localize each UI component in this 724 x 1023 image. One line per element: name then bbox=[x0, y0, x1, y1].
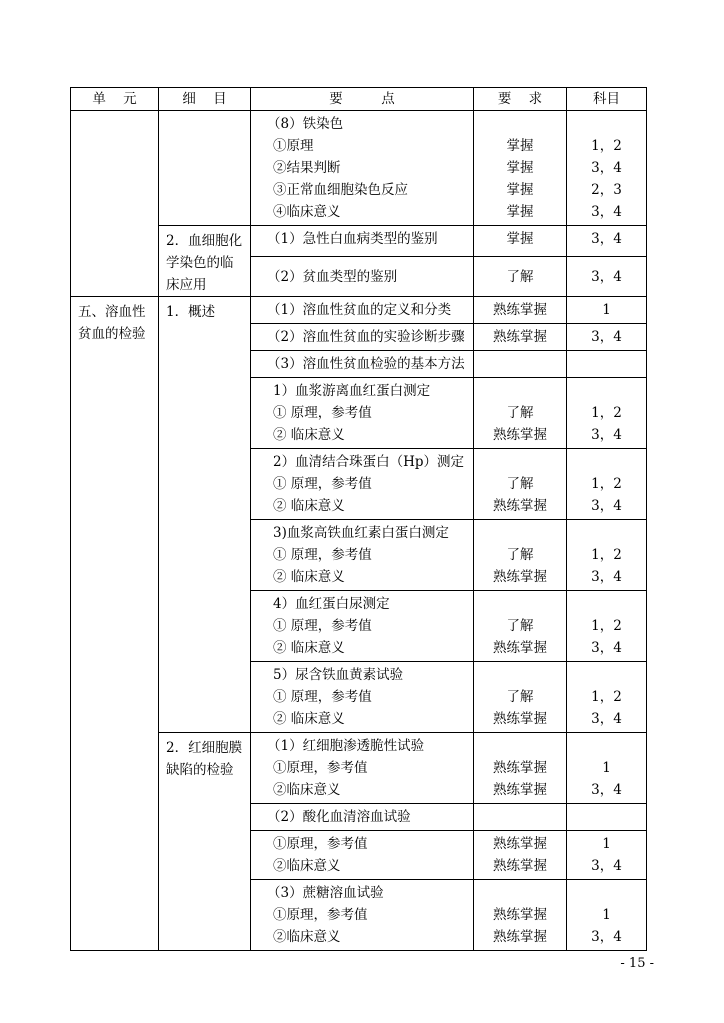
subject-cell: 3，4 bbox=[567, 226, 647, 257]
subject-cell: 1 3，4 bbox=[567, 733, 647, 804]
requirement-cell: 了解 bbox=[474, 257, 567, 297]
subject-cell: 1 3，4 bbox=[567, 831, 647, 880]
subject-cell: 1 bbox=[567, 297, 647, 324]
unit-cell-empty bbox=[71, 111, 159, 297]
requirement-cell: 熟练掌握 熟练掌握 bbox=[474, 831, 567, 880]
table-row bbox=[71, 297, 647, 324]
header-subject: 科目 bbox=[567, 88, 647, 111]
requirement-cell: 掌握 bbox=[474, 226, 567, 257]
points-cell: 3)血浆高铁血红素白蛋白测定 ① 原理，参考值 ② 临床意义 bbox=[251, 520, 474, 591]
requirement-cell: 了解 熟练掌握 bbox=[474, 520, 567, 591]
header-detail: 细 目 bbox=[159, 88, 251, 111]
requirement-cell: 掌握 掌握 掌握 掌握 bbox=[474, 111, 567, 226]
points-cell: （2）贫血类型的鉴别 bbox=[251, 257, 474, 297]
points-cell: （1）溶血性贫血的定义和分类 bbox=[251, 297, 474, 324]
detail-cell: 2．红细胞膜 缺陷的检验 bbox=[159, 733, 251, 951]
detail-cell: 1．概述 bbox=[159, 297, 251, 733]
points-cell: 4）血红蛋白尿测定 ① 原理，参考值 ② 临床意义 bbox=[251, 591, 474, 662]
header-requirement: 要 求 bbox=[474, 88, 567, 111]
subject-cell bbox=[567, 804, 647, 831]
subject-cell bbox=[567, 351, 647, 378]
points-cell: ①原理，参考值 ②临床意义 bbox=[251, 831, 474, 880]
points-cell: （1）急性白血病类型的鉴别 bbox=[251, 226, 474, 257]
points-cell: （1）红细胞渗透脆性试验 ①原理，参考值 ②临床意义 bbox=[251, 733, 474, 804]
header-points: 要 点 bbox=[251, 88, 474, 111]
requirement-cell: 熟练掌握 bbox=[474, 297, 567, 324]
subject-cell: 1，2 3，4 bbox=[567, 520, 647, 591]
requirement-cell: 了解 熟练掌握 bbox=[474, 591, 567, 662]
requirement-cell: 了解 熟练掌握 bbox=[474, 378, 567, 449]
subject-cell: 3，4 bbox=[567, 324, 647, 351]
subject-cell: 1 3，4 bbox=[567, 880, 647, 951]
table-row bbox=[71, 111, 647, 226]
detail-cell-empty bbox=[159, 111, 251, 226]
requirement-cell: 熟练掌握 熟练掌握 bbox=[474, 733, 567, 804]
subject-cell: 1，2 3，4 bbox=[567, 378, 647, 449]
requirement-cell: 了解 熟练掌握 bbox=[474, 449, 567, 520]
page-number: - 15 - bbox=[620, 956, 654, 971]
points-cell: （3）蔗糖溶血试验 ①原理，参考值 ②临床意义 bbox=[251, 880, 474, 951]
points-cell: （2）酸化血清溶血试验 bbox=[251, 804, 474, 831]
subject-cell: 1，2 3，4 bbox=[567, 449, 647, 520]
unit-cell: 五、溶血性 贫血的检验 bbox=[71, 297, 159, 951]
subject-cell: 3，4 bbox=[567, 257, 647, 297]
header-row bbox=[71, 88, 647, 111]
requirement-cell bbox=[474, 351, 567, 378]
points-cell: 2）血清结合珠蛋白（Hp）测定 ① 原理，参考值 ② 临床意义 bbox=[251, 449, 474, 520]
header-unit: 单 元 bbox=[71, 88, 159, 111]
requirement-cell: 熟练掌握 熟练掌握 bbox=[474, 880, 567, 951]
points-cell: 5）尿含铁血黄素试验 ① 原理，参考值 ② 临床意义 bbox=[251, 662, 474, 733]
requirement-cell: 了解 熟练掌握 bbox=[474, 662, 567, 733]
points-cell: （2）溶血性贫血的实验诊断步骤 bbox=[251, 324, 474, 351]
syllabus-table bbox=[70, 87, 647, 951]
subject-cell: 1，2 3，4 2，3 3，4 bbox=[567, 111, 647, 226]
detail-cell: 2．血细胞化 学染色的临 床应用 bbox=[159, 226, 251, 297]
requirement-cell: 熟练掌握 bbox=[474, 324, 567, 351]
points-cell: 1）血浆游离血红蛋白测定 ① 原理，参考值 ② 临床意义 bbox=[251, 378, 474, 449]
subject-cell: 1，2 3，4 bbox=[567, 662, 647, 733]
subject-cell: 1，2 3，4 bbox=[567, 591, 647, 662]
points-cell: （3）溶血性贫血检验的基本方法 bbox=[251, 351, 474, 378]
requirement-cell bbox=[474, 804, 567, 831]
points-cell: （8）铁染色 ①原理 ②结果判断 ③正常血细胞染色反应 ④临床意义 bbox=[251, 111, 474, 226]
